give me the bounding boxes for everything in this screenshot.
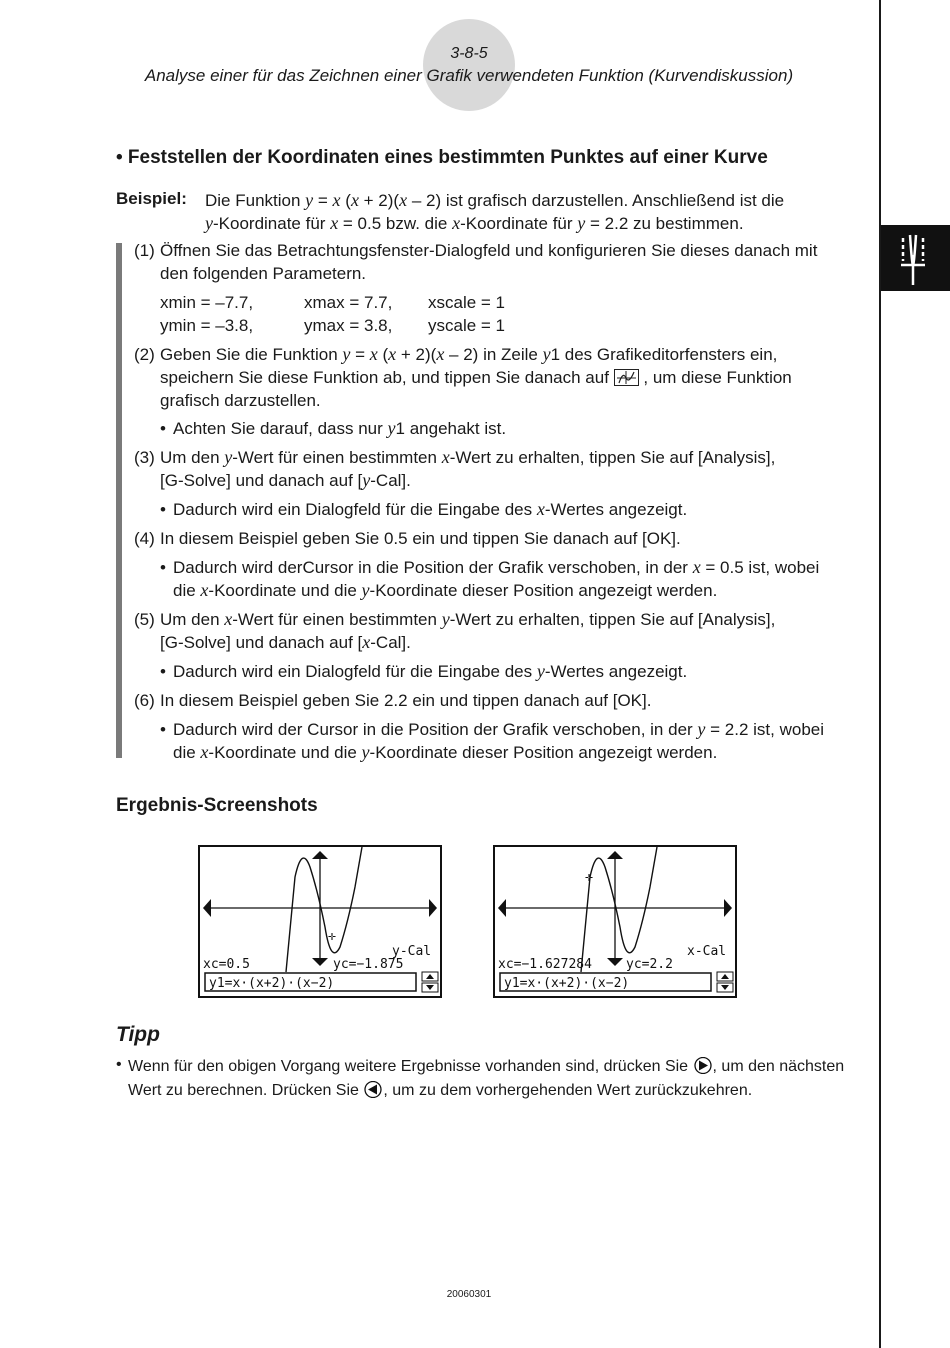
section-heading: • Feststellen der Koordinaten eines bestimmten Punktes auf einer Kurve <box>116 147 768 168</box>
text: -Cal]. <box>370 633 411 652</box>
text: 1 angehakt ist. <box>395 419 507 438</box>
step-number: (3) <box>134 448 155 467</box>
math-x: x <box>692 557 701 577</box>
math-y: y <box>361 580 370 600</box>
yc-value: yc=−1.875 <box>333 957 404 972</box>
xc-value: xc=0.5 <box>203 957 250 972</box>
yc-value: yc=2.2 <box>626 957 673 972</box>
calculator-screen-1 <box>198 845 442 998</box>
cursor-left-icon <box>363 1081 383 1104</box>
step-4-text: In diesem Beispiel geben Sie 0.5 ein und tippen Sie danach auf [OK]. <box>160 529 681 548</box>
text: Achten Sie darauf, dass nur <box>173 419 388 438</box>
text: die <box>173 743 201 762</box>
step-5-text <box>160 608 860 654</box>
text: -Koordinate dieser Position angezeigt werden. <box>369 581 718 600</box>
text: – 2) in Zeile <box>444 345 543 364</box>
xc-value: xc=−1.627284 <box>498 957 592 972</box>
step-1-text <box>160 239 860 285</box>
tip-heading: Tipp <box>116 1023 160 1046</box>
page-number: 3-8-5 <box>450 45 488 62</box>
step-number: (2) <box>134 345 155 364</box>
math-x: x <box>330 213 339 233</box>
margin-rule <box>879 0 881 1348</box>
text: Dadurch wird ein Dialogfeld für die Eingabe des <box>173 662 537 681</box>
text: = 0.5 ist, wobei <box>700 558 820 577</box>
bullet: • <box>160 500 166 519</box>
math-y: y <box>577 213 586 233</box>
step-4-note <box>173 556 860 602</box>
math-x: x <box>369 344 378 364</box>
graph-draw-icon <box>614 369 639 386</box>
math-x: x <box>362 632 371 652</box>
line: den folgenden Parametern. <box>160 264 367 283</box>
param-yscale: yscale = 1 <box>428 316 506 335</box>
text: Um den <box>160 610 225 629</box>
tip-text <box>128 1056 868 1104</box>
text: Dadurch wird der Cursor in die Position der Grafik verschoben, in der <box>173 720 698 739</box>
text: -Wert für einen bestimmten <box>232 610 442 629</box>
bullet: • <box>160 419 166 438</box>
header-circle <box>423 19 515 111</box>
example-label: Beispiel: <box>116 189 187 208</box>
graph-app-icon <box>881 225 950 291</box>
text: = <box>350 345 370 364</box>
example-text <box>205 189 855 235</box>
math-x: x <box>388 344 397 364</box>
bullet: • <box>160 558 166 577</box>
math-x: x <box>332 190 341 210</box>
text: -Wertes angezeigt. <box>544 662 688 681</box>
text: -Wert zu erhalten, tippen Sie auf [Analysis], <box>449 610 776 629</box>
svg-text:✛: ✛ <box>328 929 336 944</box>
math-y: y <box>224 447 233 467</box>
function-entry[interactable]: y1=x·(x+2)·(x−2) <box>209 976 335 991</box>
math-x: x <box>441 447 450 467</box>
text: -Koordinate und die <box>208 743 362 762</box>
text: Die Funktion <box>205 191 306 210</box>
mode-label: y-Cal <box>392 944 432 959</box>
math-x: x <box>200 580 209 600</box>
text: , um diese Funktion <box>643 368 792 387</box>
step-6-text: In diesem Beispiel geben Sie 2.2 ein und tippen danach auf [OK]. <box>160 691 652 710</box>
line: grafisch darzustellen. <box>160 391 321 410</box>
math-y: y <box>205 213 213 233</box>
math-x: x <box>224 609 233 629</box>
bullet: • <box>160 662 166 681</box>
math-x: x <box>200 742 209 762</box>
step-6-note <box>173 718 860 764</box>
text: = <box>313 191 333 210</box>
line: Öffnen Sie das Betrachtungsfenster-Dialogfeld und konfigurieren Sie dieses danach mit <box>160 241 818 260</box>
text: – 2) ist grafisch darzustellen. Anschließend ist die <box>407 191 785 210</box>
text: -Koordinate und die <box>208 581 362 600</box>
math-y: y <box>361 742 370 762</box>
param-xscale: xscale = 1 <box>428 293 506 312</box>
text: , um den nächsten <box>712 1058 845 1075</box>
text: Wert zu berechnen. Drücken Sie <box>128 1082 359 1099</box>
text: = 2.2 zu bestimmen. <box>585 214 744 233</box>
param-xmax: xmax = 7.7, <box>304 293 393 312</box>
text: Dadurch wird ein Dialogfeld für die Eingabe des <box>173 500 537 519</box>
text: -Koordinate für <box>213 214 331 233</box>
text: + 2)( <box>396 345 437 364</box>
step-number: (1) <box>134 241 155 260</box>
math-y: y <box>441 609 450 629</box>
math-y: y <box>362 470 371 490</box>
text: Geben Sie die Funktion <box>160 345 343 364</box>
math-y: y <box>342 344 351 364</box>
text: [G-Solve] und danach auf [ <box>160 471 363 490</box>
math-y: y <box>536 661 545 681</box>
footer-date-code: 20060301 <box>446 1289 492 1300</box>
calculator-screen-2 <box>493 845 737 998</box>
text: [G-Solve] und danach auf [ <box>160 633 363 652</box>
text: -Wert für einen bestimmten <box>232 448 442 467</box>
text: speichern Sie diese Funktion ab, und tippen Sie danach auf <box>160 368 609 387</box>
step-2-note <box>173 417 860 440</box>
step-number: (5) <box>134 610 155 629</box>
step-3-text <box>160 446 860 492</box>
step-3-note <box>173 498 860 521</box>
text: -Koordinate für <box>460 214 578 233</box>
param-xmin: xmin = –7.7, <box>160 293 254 312</box>
math-x: x <box>436 344 445 364</box>
text: = 2.2 ist, wobei <box>705 720 824 739</box>
math-y: y <box>697 719 706 739</box>
bullet: • <box>160 720 166 739</box>
bullet: • <box>116 1056 122 1073</box>
function-entry[interactable]: y1=x·(x+2)·(x−2) <box>504 976 630 991</box>
math-x: x <box>350 190 359 210</box>
text: 1 des Grafikeditorfensters ein, <box>550 345 778 364</box>
text: ( <box>340 191 351 210</box>
text: + 2)( <box>358 191 400 210</box>
math-x: x <box>536 499 545 519</box>
param-ymin: ymin = –3.8, <box>160 316 254 335</box>
cursor-right-icon <box>693 1057 713 1080</box>
param-ymax: ymax = 3.8, <box>304 316 393 335</box>
text: die <box>173 581 201 600</box>
page-subtitle: Analyse einer für das Zeichnen einer Grafik verwendeten Funktion (Kurvendiskussion) <box>144 66 794 85</box>
math-y: y <box>387 418 396 438</box>
step-number: (4) <box>134 529 155 548</box>
text: Wenn für den obigen Vorgang weitere Ergebnisse vorhanden sind, drücken Sie <box>128 1058 689 1075</box>
results-heading: Ergebnis-Screenshots <box>116 795 318 816</box>
text: -Wertes angezeigt. <box>544 500 688 519</box>
text: Um den <box>160 448 225 467</box>
math-y: y <box>305 190 314 210</box>
step-number: (6) <box>134 691 155 710</box>
step-2-text <box>160 343 860 412</box>
math-x: x <box>452 213 461 233</box>
text: = 0.5 bzw. die <box>338 214 453 233</box>
procedure-bar <box>116 243 122 758</box>
mode-label: x-Cal <box>687 944 727 959</box>
math-y: y <box>542 344 551 364</box>
svg-text:✛: ✛ <box>585 870 593 885</box>
math-x: x <box>399 190 408 210</box>
chapter-tab <box>881 225 950 291</box>
step-5-note <box>173 660 860 683</box>
text: -Koordinate dieser Position angezeigt werden. <box>369 743 718 762</box>
text: , um zu dem vorhergehenden Wert zurückzukehren. <box>383 1082 753 1099</box>
text: ( <box>377 345 389 364</box>
text: -Cal]. <box>370 471 411 490</box>
text: -Wert zu erhalten, tippen Sie auf [Analysis], <box>449 448 776 467</box>
text: Dadurch wird derCursor in die Position der Grafik verschoben, in der <box>173 558 693 577</box>
